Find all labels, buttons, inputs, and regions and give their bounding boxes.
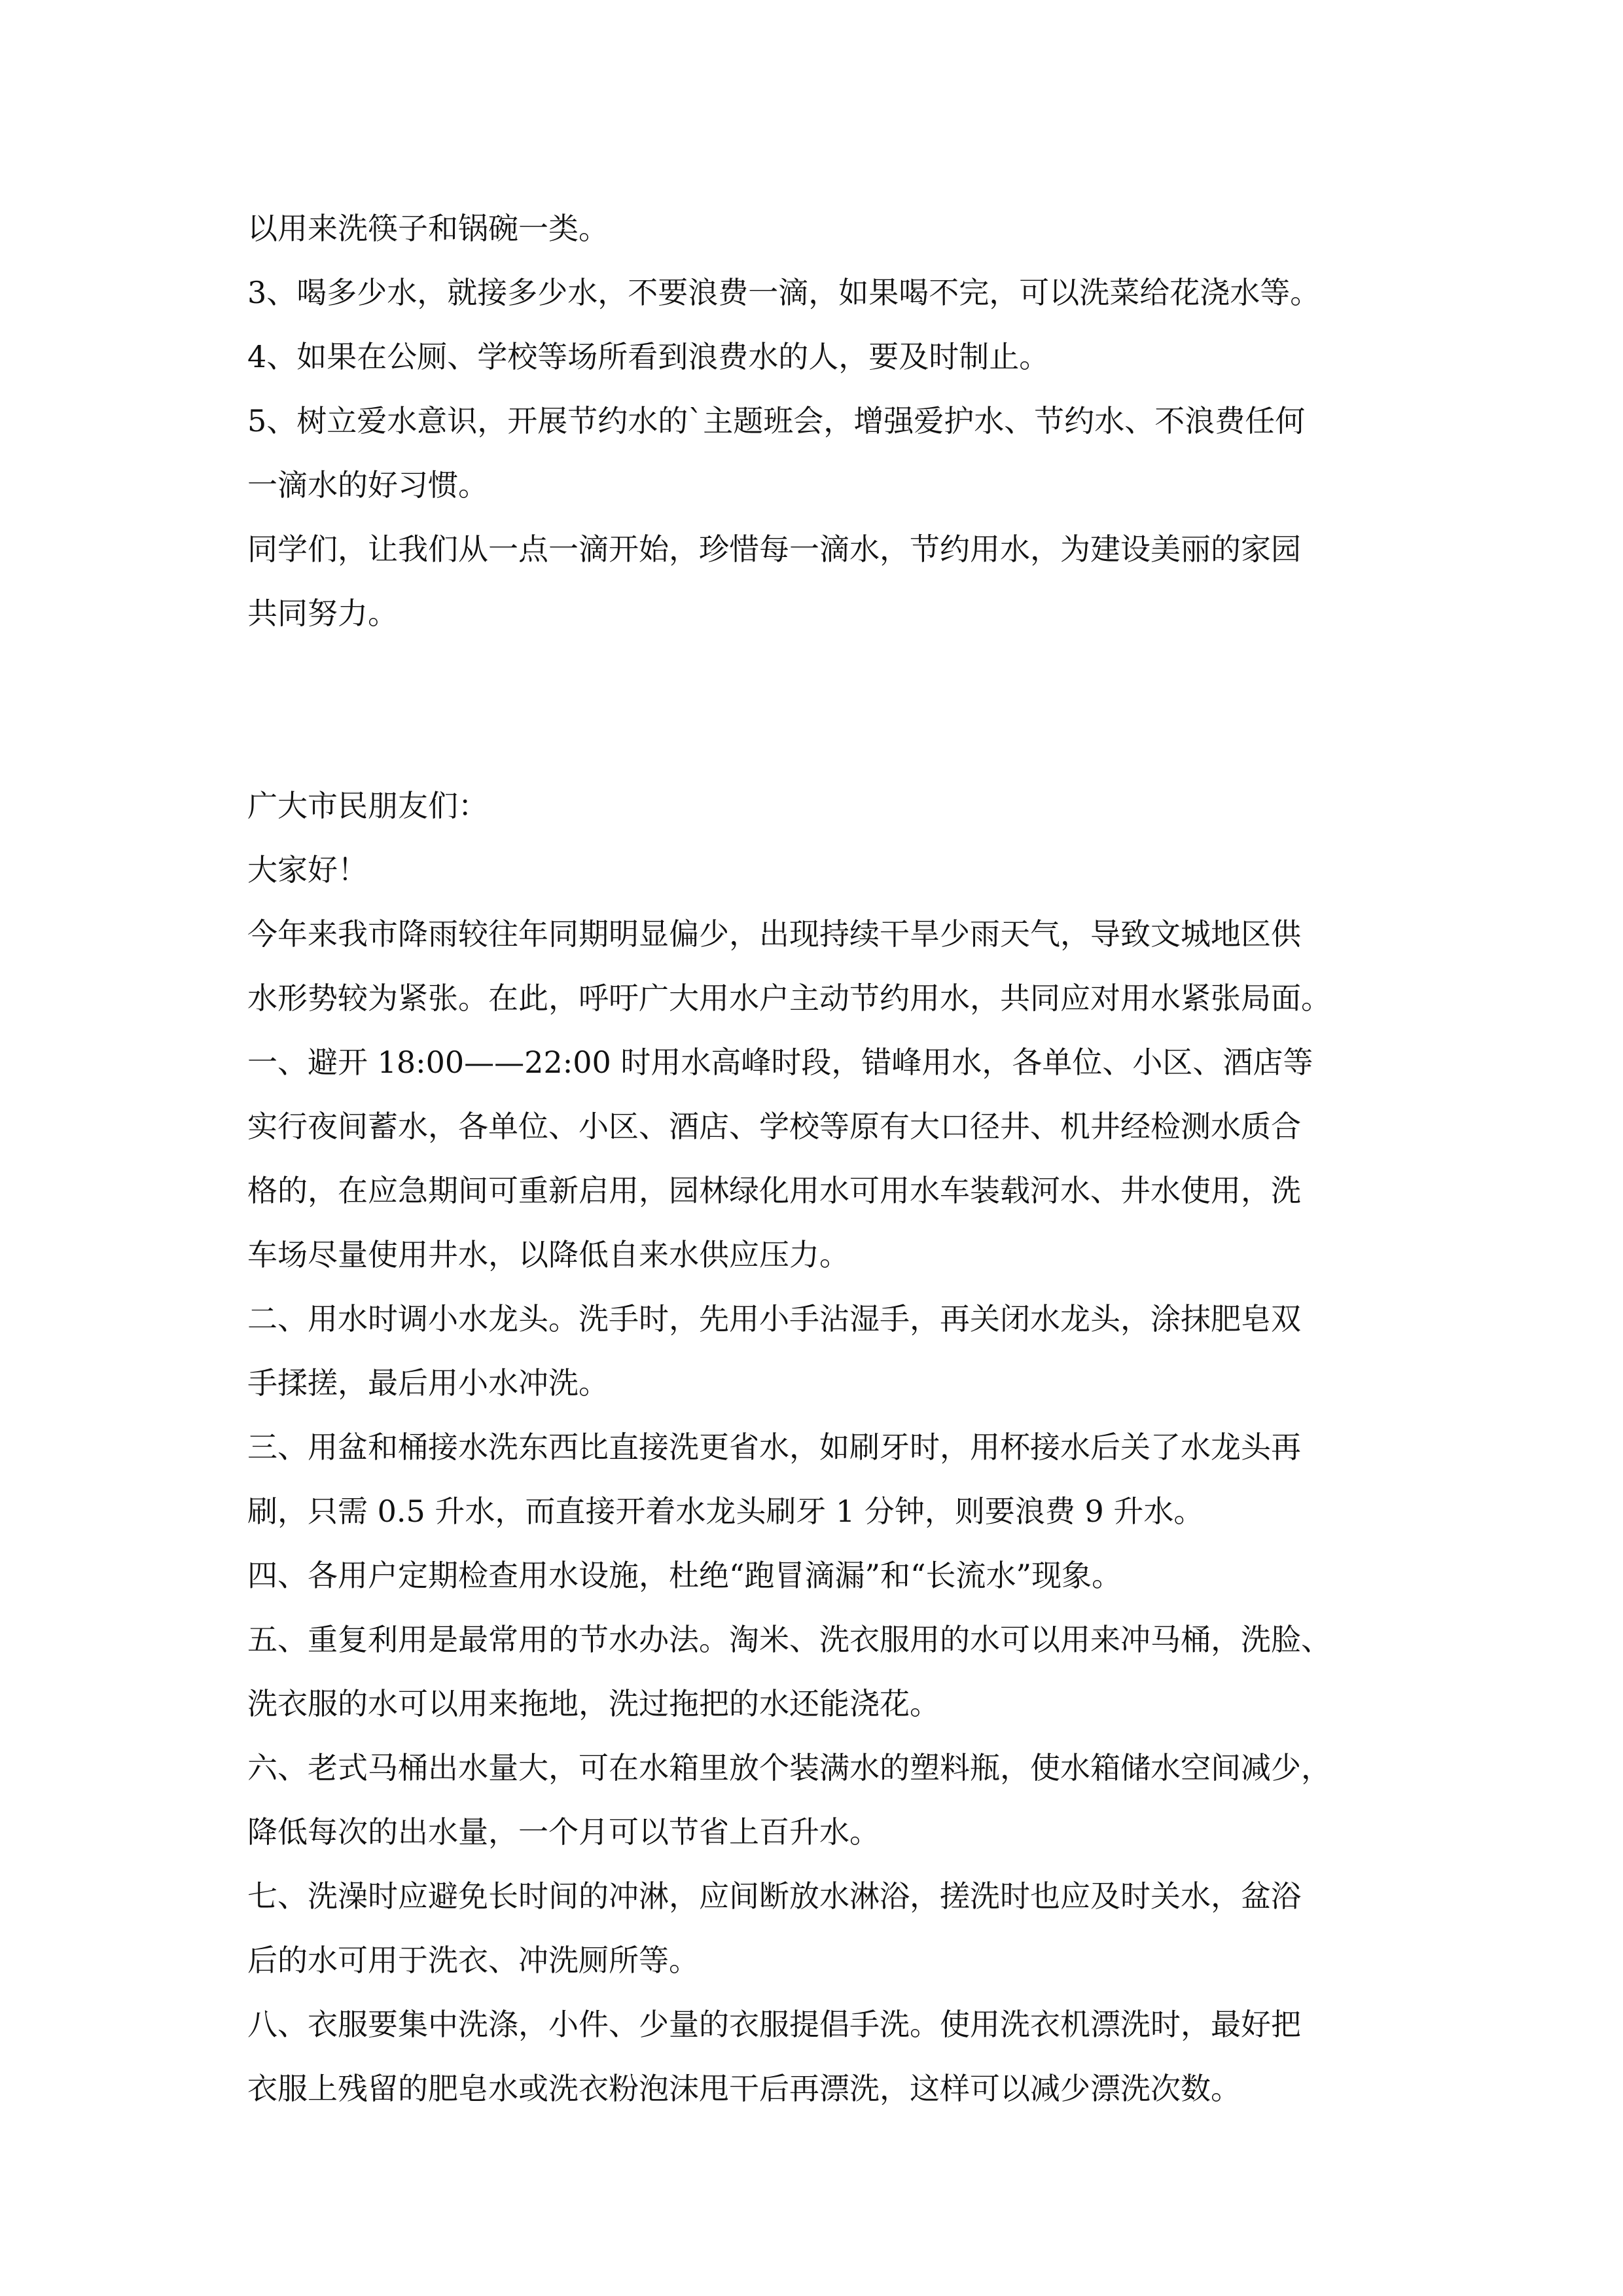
text-line: 四、各用户定期检查用水设施，杜绝“跑冒滴漏”和“长流水”现象。 [247, 1558, 1122, 1593]
text-line: 后的水可用于洗衣、冲洗厕所等。 [247, 1943, 699, 1978]
text-line: 一滴水的好习惯。 [247, 467, 488, 503]
salutation: 广大市民朋友们： [247, 788, 488, 823]
section-gap [247, 645, 1399, 774]
text-line: 3、喝多少水，就接多少水，不要浪费一滴，如果喝不完，可以洗菜给花浇水等。 [247, 275, 1321, 310]
text-line: 降低每次的出水量，一个月可以节省上百升水。 [247, 1814, 880, 1850]
text-line: 刷，只需 0.5 升水，而直接开着水龙头刷牙 1 分钟，则要浪费 9 升水。 [247, 1494, 1204, 1529]
text-line: 手揉搓，最后用小水冲洗。 [247, 1365, 609, 1401]
text-line: 同学们，让我们从一点一滴开始，珍惜每一滴水，节约用水，为建设美丽的家园 [247, 531, 1301, 567]
section-public-appeal [247, 774, 1399, 2121]
text-line: 共同努力。 [247, 596, 398, 631]
text-line: 今年来我市降雨较往年同期明显偏少，出现持续干旱少雨天气，导致文城地区供 [247, 916, 1301, 952]
text-line: 车场尽量使用井水，以降低自来水供应压力。 [247, 1237, 849, 1272]
text-line: 水形势较为紧张。在此，呼吁广大用水户主动节约用水，共同应对用水紧张局面。 [247, 980, 1331, 1016]
greeting: 大家好！ [247, 852, 368, 888]
text-line: 洗衣服的水可以用来拖地，洗过拖把的水还能浇花。 [247, 1686, 940, 1721]
text-line: 实行夜间蓄水，各单位、小区、酒店、学校等原有大口径井、机井经检测水质合 [247, 1109, 1301, 1144]
text-line: 一、避开 18:00——22:00 时用水高峰时段，错峰用水，各单位、小区、酒店等 [247, 1045, 1313, 1080]
text-line: 八、衣服要集中洗涤，小件、少量的衣服提倡手洗。使用洗衣机漂洗时，最好把 [247, 2007, 1301, 2042]
text-line: 七、洗澡时应避免长时间的冲淋，应间断放水淋浴，搓洗时也应及时关水，盆浴 [247, 1878, 1301, 1914]
text-line: 以用来洗筷子和锅碗一类。 [247, 211, 609, 246]
section-water-saving-tips-end [247, 196, 1399, 645]
text-line: 4、如果在公厕、学校等场所看到浪费水的人，要及时制止。 [247, 339, 1050, 374]
text-line: 六、老式马桶出水量大，可在水箱里放个装满水的塑料瓶，使水箱储水空间减少， [247, 1750, 1331, 1785]
text-line: 5、树立爱水意识，开展节约水的`主题班会，增强爱护水、节约水、不浪费任何 [247, 403, 1306, 439]
text-line: 二、用水时调小水龙头。洗手时，先用小手沾湿手，再关闭水龙头，涂抹肥皂双 [247, 1301, 1301, 1336]
text-line: 衣服上残留的肥皂水或洗衣粉泡沫甩干后再漂洗，这样可以减少漂洗次数。 [247, 2071, 1241, 2106]
text-line: 格的，在应急期间可重新启用，园林绿化用水可用水车装载河水、井水使用，洗 [247, 1173, 1301, 1208]
document-page [247, 196, 1399, 2121]
text-line: 五、重复利用是最常用的节水办法。淘米、洗衣服用的水可以用来冲马桶，洗脸、 [247, 1622, 1331, 1657]
text-line: 三、用盆和桶接水洗东西比直接洗更省水，如刷牙时，用杯接水后关了水龙头再 [247, 1429, 1301, 1465]
